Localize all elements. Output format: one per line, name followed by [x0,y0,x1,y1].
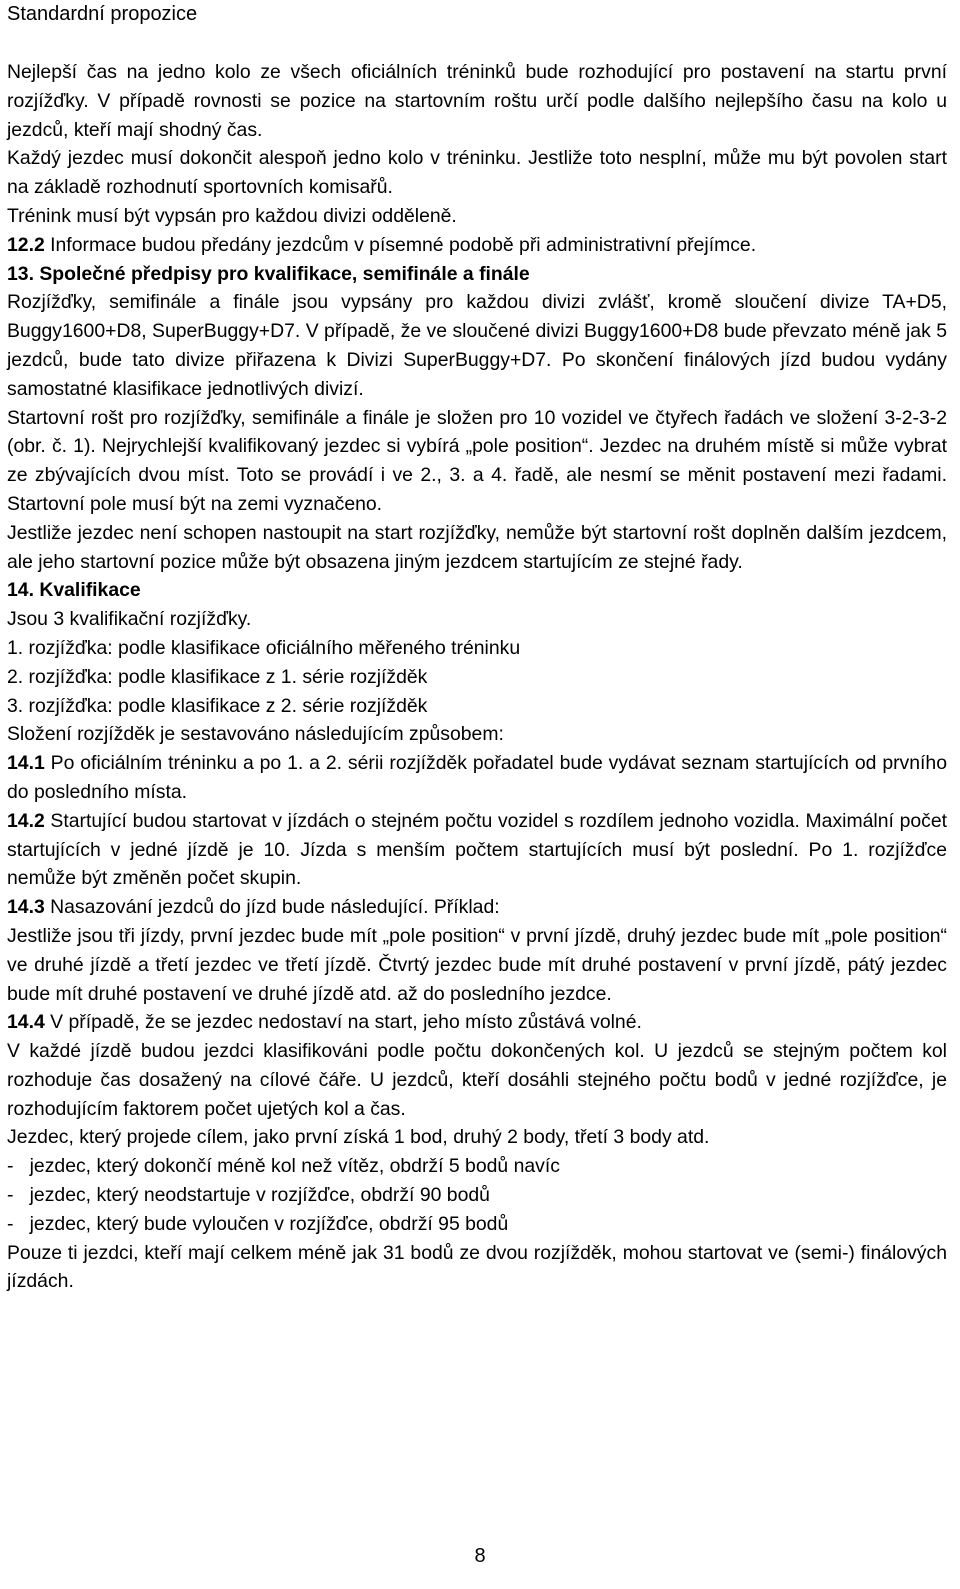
section-14-4 [7,1008,947,1037]
section-text: Informace budou předány jezdcům v písemné podobě při administrativní přejímce. [44,233,757,256]
list-item: - jezdec, který neodstartuje v rozjížďce, obdrží 90 bodů [7,1184,490,1207]
paragraph-complete-lap: Každý jezdec musí dokončit alespoň jedno kolo v tréninku. Jestliže toto nesplní, může mu být povolen start na základě rozhodnutí sportovních komisařů. [7,147,947,199]
page-number: 8 [474,1545,486,1567]
paragraph-starting-grid: Startovní rošt pro rozjížďky, semifinále a finále je složen pro 10 vozidel ve čtyřech řadách ve složení 3-2-3-2 (obr. č. 1). Nejrychlejší kvalifikovaný jezdec si vybírá „pole position“. Jezdec na druhém místě si může vybrat ze zbývajících dvou míst. Toto se provádí i ve 2., 3. a 4. řadě, ale nesmí se měnit postavení mezi řadami. Startovní pole musí být na zemi vyznačeno. [7,406,947,515]
section-14-3 [7,893,947,922]
document-page [7,0,947,1296]
section-number: 14.4 [7,1011,45,1034]
section-number: 14. [7,579,34,602]
paragraph-training-division: Trénink musí být vypsán pro každou divizi odděleně. [7,204,457,227]
list-item: - jezdec, který bude vyloučen v rozjížďce, obdrží 95 bodů [7,1212,509,1235]
section-title: Společné předpisy pro kvalifikace, semifinále a finále [33,262,530,285]
section-title: Kvalifikace [33,579,141,602]
paragraph-composition: Složení rozjížděk je sestavováno následujícím způsobem: [7,723,504,746]
list-item: 3. rozjížďka: podle klasifikace z 2. série rozjížděk [7,694,428,717]
paragraph-qualifying-count: Jsou 3 kvalifikační rozjížďky. [7,608,252,631]
section-13-heading [7,260,947,289]
section-text: Po oficiálním tréninku a po 1. a 2. sérii rozjížděk pořadatel bude vydávat seznam startujících od prvního do posledního místa. [7,752,947,803]
list-item: 2. rozjížďka: podle klasifikace z 1. série rozjížděk [7,665,428,688]
paragraph-points: Jezdec, který projede cílem, jako první získá 1 bod, druhý 2 body, třetí 3 body atd. [7,1126,710,1149]
paragraph-grid-replacement: Jestliže jezdec není schopen nastoupit na start rozjížďky, nemůže být startovní rošt doplněn dalším jezdcem, ale jeho startovní pozice může být obsazena jiným jezdcem startujícím ze stejné řady. [7,521,947,573]
spacer [7,29,947,58]
paragraph-qualifying-time: Nejlepší čas na jedno kolo ze všech oficiálních tréninků bude rozhodující pro postavení na startu první rozjížďky. V případě rovnosti se pozice na startovním roštu určí podle dalšího nejlepšího času na kolo u jezdců, kteří mají shodný čas. [7,61,947,141]
document-heading: Standardní propozice [7,3,198,25]
list-item: 1. rozjížďka: podle klasifikace oficiálního měřeného tréninku [7,636,521,659]
section-12-2 [7,231,947,260]
section-number: 13. [7,262,34,285]
section-number: 14.1 [7,752,45,775]
section-number: 14.3 [7,896,45,919]
section-text: V případě, že se jezdec nedostaví na start, jeho místo zůstává volné. [44,1011,642,1034]
section-number: 14.2 [7,809,45,832]
list-item: - jezdec, který dokončí méně kol než vítěz, obdrží 5 bodů navíc [7,1155,560,1178]
paragraph-final-eligibility: Pouze ti jezdci, kteří mají celkem méně jak 31 bodů ze dvou rozjížděk, mohou startovat ve (semi-) finálových jízdách. [7,1241,947,1293]
section-14-heading [7,576,947,605]
section-text: Startující budou startovat v jízdách o stejném počtu vozidel s rozdílem jednoho vozidla. Maximální počet startujících v jedné jízdě je 10. Jízda s menším počtem startujících musí být poslední. Po 1. rozjížďce nemůže být změněn počet skupin. [7,809,947,890]
paragraph-seeding-example: Jestliže jsou tři jízdy, první jezdec bude mít „pole position“ v první jízdě, druhý jezdec bude mít „pole position“ ve druhé jízdě a třetí jezdec ve třetí jízdě. Čtvrtý jezdec bude mít druhé postavení v první jízdě, pátý jezdec bude mít druhé postavení ve druhé jízdě atd. až do posledního jezdce. [7,924,947,1005]
section-14-1 [7,749,947,807]
section-text: Nasazování jezdců do jízd bude následující. Příklad: [44,896,500,919]
paragraph-divisions: Rozjížďky, semifinále a finále jsou vypsány pro každou divizi zvlášť, kromě sloučení divize TA+D5, Buggy1600+D8, SuperBuggy+D7. V případě, že ve sloučené divizi Buggy1600+D8 bude převzato méně jak 5 jezdců, bude tato divize přiřazena k Divizi SuperBuggy+D7. Po skončení finálových jízd budou vydány samostatné klasifikace jednotlivých divizí. [7,291,947,400]
section-number: 12.2 [7,233,45,256]
paragraph-classification: V každé jízdě budou jezdci klasifikováni podle počtu dokončených kol. U jezdců se stejným počtem kol rozhoduje čas dosažený na cílové čáře. U jezdců, kteří dosáhli stejného počtu bodů v jedné rozjížďce, je rozhodujícím faktorem počet ujetých kol a čas. [7,1040,947,1120]
section-14-2 [7,807,947,893]
